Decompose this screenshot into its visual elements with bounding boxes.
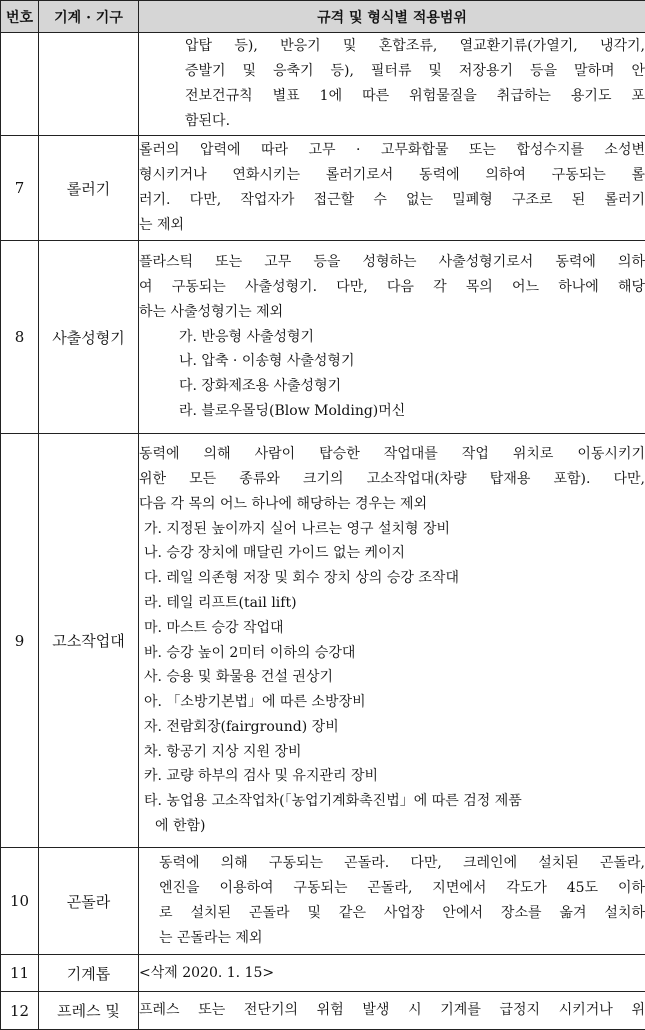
- row-machine-name: 프레스 및: [39, 992, 139, 1030]
- scope-line: 위한 모든 종류와 크기의 고소작업대(차량 탑재용 포함). 다만,: [139, 470, 645, 487]
- scope-item: 라. 테일 리프트(tail lift): [144, 594, 297, 611]
- row-number: 9: [1, 434, 39, 848]
- table-row: [1, 848, 645, 955]
- scope-line: 플라스틱 또는 고무 등을 성형하는 사출성형기로서 동력에 의하: [139, 254, 645, 271]
- row-scope: [139, 848, 645, 955]
- scope-line: 롤러의 압력에 따라 고무 · 고무화합물 또는 합성수지를 소성변: [139, 142, 645, 159]
- scope-line: 동력에 의해 사람이 탑승한 작업대를 작업 위치로 이동시키기: [139, 446, 645, 463]
- scope-line: 는 제외: [139, 216, 185, 233]
- table-row: [1, 33, 645, 136]
- scope-item: 카. 교량 하부의 검사 및 유지관리 장비: [144, 768, 379, 785]
- header-number: 번호: [1, 1, 39, 33]
- row-number: 7: [1, 136, 39, 241]
- table-row: [1, 955, 645, 992]
- scope-line: 러기. 다만, 작업자가 접근할 수 없는 밀폐형 구조로 된 롤러기: [139, 192, 645, 208]
- scope-item: 아. 「소방기본법」에 따른 소방장비: [144, 694, 366, 711]
- scope-line: 엔진을 이용하여 구동되는 곤돌라, 지면에서 각도가 45도 이하: [159, 880, 645, 897]
- scope-item: 가. 지정된 높이까지 실어 나르는 영구 설치형 장비: [144, 520, 451, 537]
- row-machine-name: 기계톱: [39, 955, 139, 992]
- row-scope: [139, 992, 645, 1030]
- row-machine-name: 곤돌라: [39, 848, 139, 955]
- scope-item: 다. 장화제조용 사출성형기: [179, 378, 342, 395]
- scope-item: 타. 농업용 고소작업차(「농업기계화촉진법」에 따른 검정 제품: [144, 793, 522, 810]
- scope-item: 사. 승용 및 화물용 건설 권상기: [144, 669, 333, 686]
- scope-item: 다. 레일 의존형 저장 및 회수 장치 상의 승강 조작대: [144, 570, 459, 587]
- scope-line: 형시키거나 연화시키는 롤러기로서 동력에 의하여 구동되는 롤: [139, 167, 645, 184]
- scope-line: 프레스 또는 전단기의 위험 발생 시 기계를 급정지 시키거나 위: [139, 1002, 645, 1019]
- scope-line: 전보건규칙 별표 1에 따른 위험물질을 취급하는 용기도 포: [185, 88, 645, 104]
- scope-line: 동력에 의해 구동되는 곤돌라. 다만, 크레인에 설치된 곤돌라,: [159, 855, 645, 872]
- scope-line: 압탑 등), 반응기 및 혼합조류, 열교환기류(가열기, 냉각기,: [185, 38, 645, 55]
- scope-item: 마. 마스트 승강 작업대: [144, 619, 284, 636]
- table-row: [1, 434, 645, 848]
- scope-line: 증발기 및 응축기 등), 필터류 및 저장용기 등을 말하며 안: [185, 63, 645, 80]
- row-scope: [139, 241, 645, 434]
- scope-item-continuation: 에 한함): [155, 818, 206, 835]
- scope-line: 다음 각 목의 어느 하나에 해당하는 경우는 제외: [139, 495, 428, 512]
- scope-line: 함된다.: [185, 112, 231, 129]
- scope-item: 라. 블로우몰딩(Blow Molding)머신: [179, 402, 406, 419]
- header-scope: 규격 및 형식별 적용범위: [139, 1, 645, 33]
- scope-item: 차. 항공기 지상 지원 장비: [144, 743, 302, 760]
- row-machine-name: 사출성형기: [39, 241, 139, 434]
- row-machine-name: [39, 33, 139, 136]
- scope-line: 여 구동되는 사출성형기. 다만, 다음 각 목의 어느 하나에 해당: [139, 279, 645, 295]
- row-scope: [139, 136, 645, 241]
- row-scope: [139, 434, 645, 848]
- scope-item: 자. 전람회장(fairground) 장비: [144, 718, 339, 735]
- header-row: [1, 1, 645, 33]
- table-row: [1, 136, 645, 241]
- row-number: 8: [1, 241, 39, 434]
- scope-item: 나. 승강 장치에 매달린 가이드 없는 케이지: [144, 545, 406, 562]
- row-machine-name: 롤러기: [39, 136, 139, 241]
- row-number: 11: [1, 955, 39, 992]
- scope-item: 나. 압축 · 이송형 사출성형기: [179, 353, 355, 370]
- row-machine-name: 고소작업대: [39, 434, 139, 848]
- scope-item: 가. 반응형 사출성형기: [179, 328, 315, 345]
- header-machine: 기계 · 기구: [39, 1, 139, 33]
- table-row: [1, 241, 645, 434]
- scope-line: <삭제 2020. 1. 15>: [139, 964, 275, 981]
- row-scope: [139, 33, 645, 136]
- table-row: [1, 992, 645, 1030]
- row-scope: [139, 955, 645, 992]
- scope-line: 는 곤돌라는 제외: [159, 929, 263, 946]
- scope-item: 바. 승강 높이 2미터 이하의 승강대: [144, 644, 356, 661]
- scope-line: 하는 사출성형기는 제외: [139, 303, 284, 320]
- scope-line: 로 설치된 곤돌라 및 같은 사업장 안에서 장소를 옮겨 설치하: [159, 905, 645, 921]
- row-number: 12: [1, 992, 39, 1030]
- row-number: [1, 33, 39, 136]
- row-number: 10: [1, 848, 39, 955]
